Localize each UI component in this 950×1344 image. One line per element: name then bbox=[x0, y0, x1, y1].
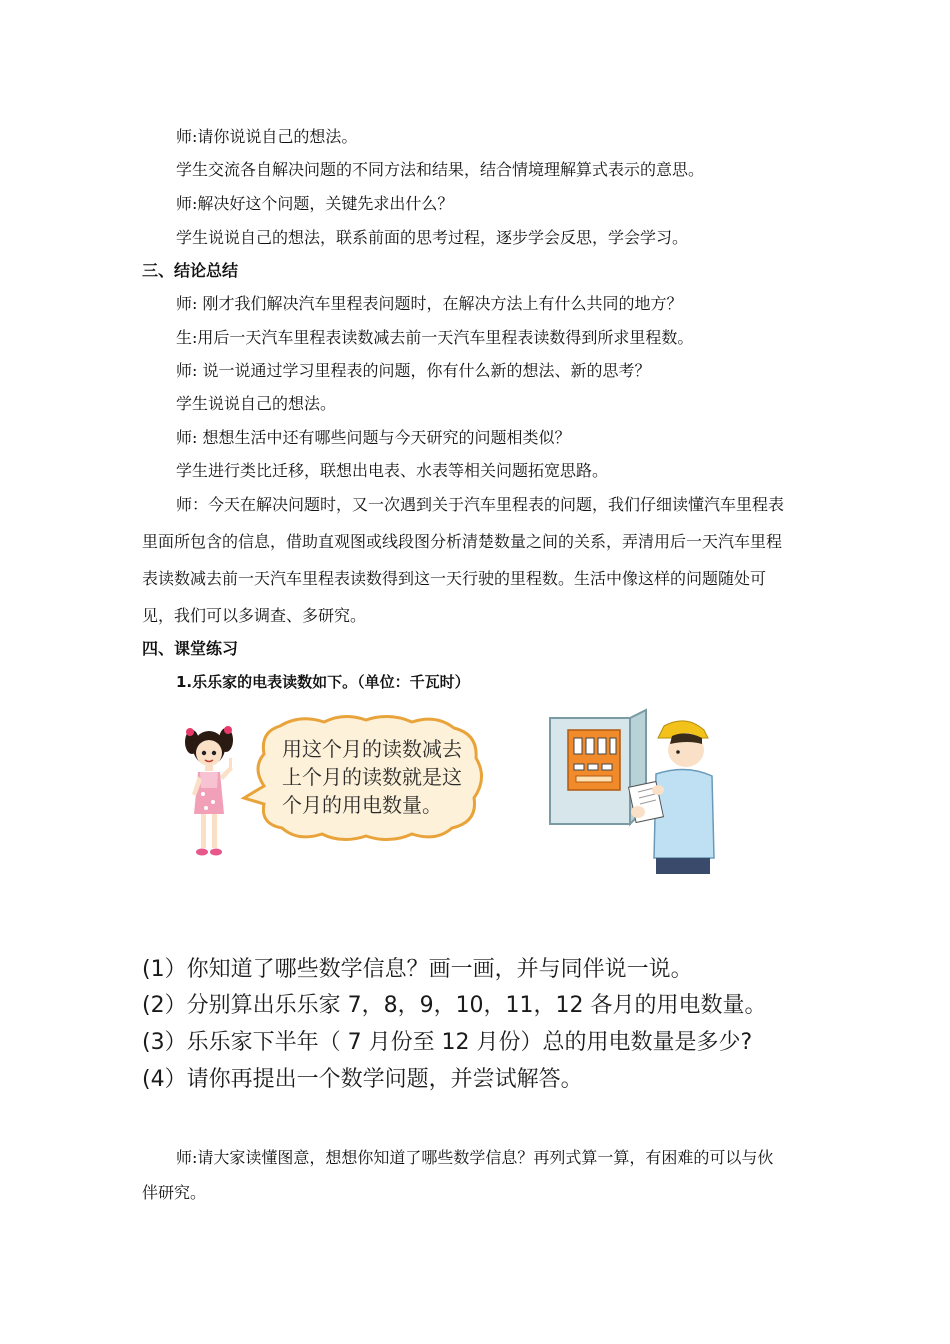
question-item: (1）你知道了哪些数学信息？画一画，并与同伴说一说。 bbox=[142, 957, 693, 982]
bubble-line-1: 用这个月的读数减去 bbox=[282, 737, 462, 761]
paragraph-line: 表读数减去前一天汽车里程表读数得到这一天行驶的里程数。生活中像这样的问题随处可 bbox=[142, 569, 767, 588]
paragraph: 学生说说自己的想法。 bbox=[176, 394, 337, 413]
section-heading: 四、课堂练习 bbox=[142, 639, 239, 658]
section-heading: 三、结论总结 bbox=[142, 261, 239, 280]
girl-illustration bbox=[178, 722, 242, 862]
paragraph-line: 师:请大家读懂图意，想想你知道了哪些数学信息？再列式算一算，有困难的可以与伙 bbox=[176, 1148, 774, 1167]
question-item: (4）请你再提出一个数学问题，并尝试解答。 bbox=[142, 1067, 583, 1092]
paragraph-line: 师：今天在解决问题时，又一次遇到关于汽车里程表的问题，我们仔细读懂汽车里程表 bbox=[176, 495, 785, 514]
paragraph: 师:请你说说自己的想法。 bbox=[176, 127, 358, 146]
paragraph: 生:用后一天汽车里程表读数减去前一天汽车里程表读数得到所求里程数。 bbox=[176, 328, 694, 347]
speech-bubble bbox=[240, 712, 490, 846]
bubble-line-2: 上个月的读数就是这 bbox=[282, 765, 462, 789]
paragraph-line: 伴研究。 bbox=[142, 1183, 207, 1202]
paragraph: 学生交流各自解决问题的不同方法和结果，结合情境理解算式表示的意思。 bbox=[176, 160, 705, 179]
bubble-line-3: 个月的用电数量。 bbox=[282, 793, 442, 817]
paragraph: 师: 刚才我们解决汽车里程表问题时，在解决方法上有什么共同的地方？ bbox=[176, 294, 683, 313]
paragraph: 学生进行类比迁移，联想出电表、水表等相关问题拓宽思路。 bbox=[176, 461, 609, 480]
paragraph: 师: 说一说通过学习里程表的问题，你有什么新的想法、新的思考？ bbox=[176, 361, 651, 380]
paragraph-line: 里面所包含的信息，借助直观图或线段图分析清楚数量之间的关系，弄清用后一天汽车里程 bbox=[142, 532, 783, 551]
question-item: (2）分别算出乐乐家 7，8，9，10，11，12 各月的用电数量。 bbox=[142, 993, 767, 1018]
paragraph: 师: 想想生活中还有哪些问题与今天研究的问题相类似？ bbox=[176, 428, 571, 447]
paragraph: 师:解决好这个问题，关键先求出什么？ bbox=[176, 194, 454, 213]
exercise-title: 1.乐乐家的电表读数如下。（单位：千瓦时） bbox=[176, 673, 470, 691]
meter-reader-illustration bbox=[546, 708, 716, 874]
question-item: (3）乐乐家下半年（ 7 月份至 12 月份）总的用电数量是多少? bbox=[142, 1030, 753, 1055]
paragraph-line: 见，我们可以多调查、多研究。 bbox=[142, 606, 367, 625]
paragraph: 学生说说自己的想法，联系前面的思考过程，逐步学会反思，学会学习。 bbox=[176, 228, 689, 247]
